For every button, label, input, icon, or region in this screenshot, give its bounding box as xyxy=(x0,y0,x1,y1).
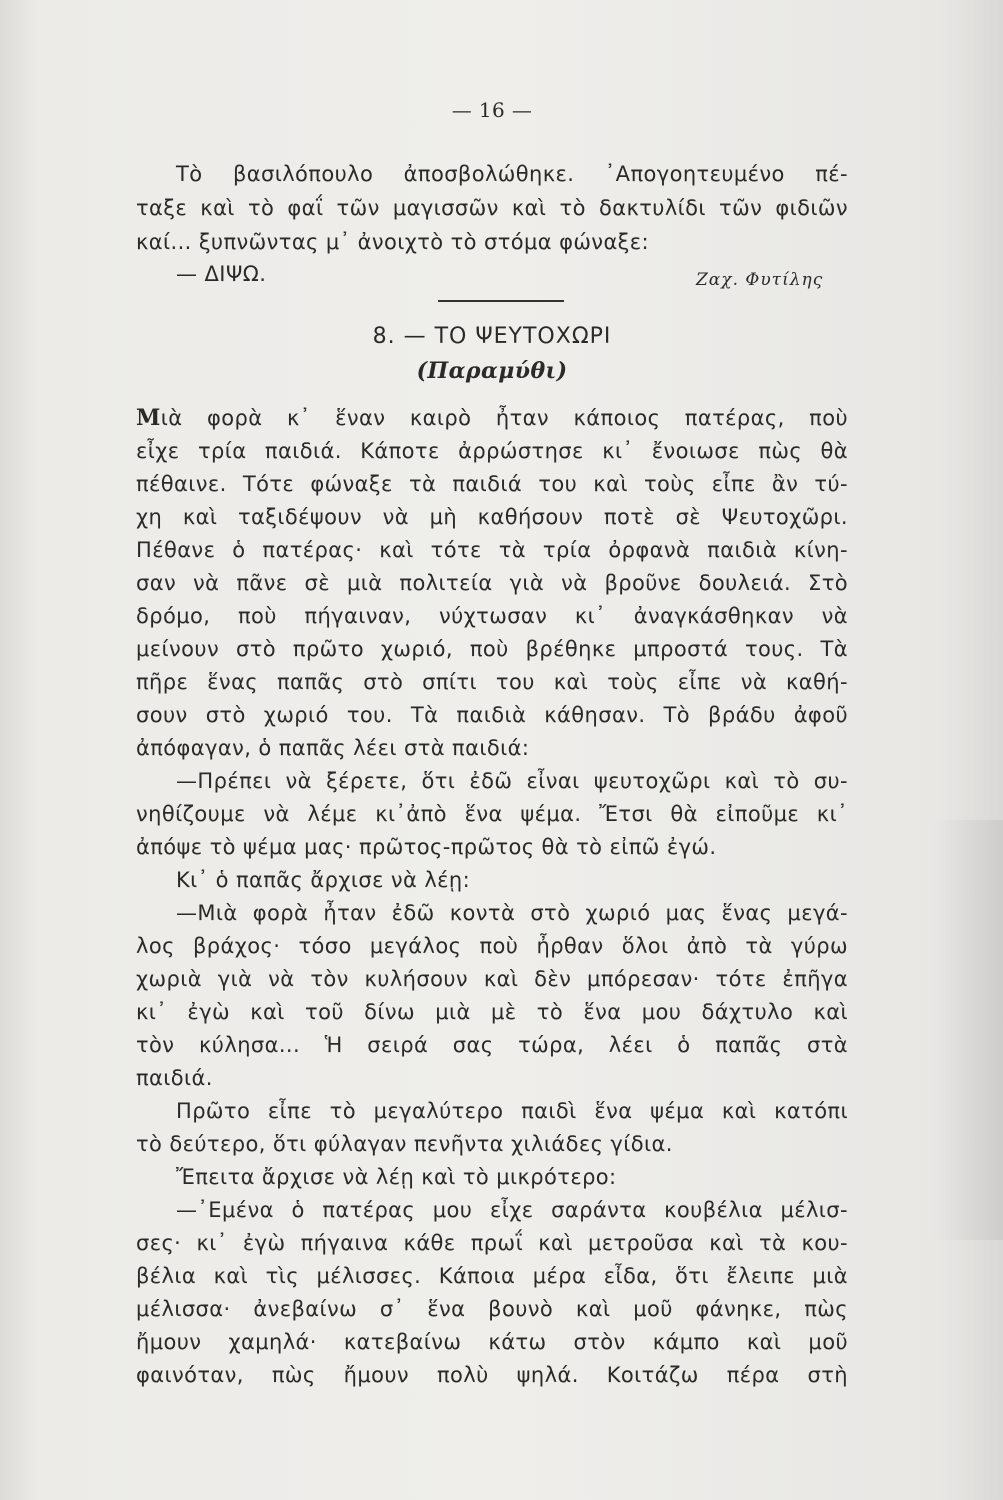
text-line: δρόμο, ποὺ πήγαιναν, νύχτωσαν κι᾿ ἀναγκάσθηκαν νὰ xyxy=(136,604,848,628)
text-line: πέθαινε. Τότε φώναξε τὰ παιδιά του καὶ τοὺς εἶπε ἂν τύ- xyxy=(136,472,848,496)
text-line: σαν νὰ πᾶνε σὲ μιὰ πολιτεία γιὰ νὰ βροῦνε δουλειά. Στὸ xyxy=(136,571,848,595)
text-line: Κι᾿ ὁ παπᾶς ἄρχισε νὰ λέῃ: xyxy=(176,868,471,892)
first-text-line xyxy=(136,402,848,434)
text-line: νηθίζουμε νὰ λέμε κι᾿ἀπὸ ἕνα ψέμα. Ἔτσι θὰ εἰποῦμε κι᾿ xyxy=(136,802,848,826)
author-signature: Ζαχ. Φυτίλης xyxy=(696,270,824,290)
section-divider xyxy=(438,300,564,302)
text-line: καί... ξυπνῶντας μ᾿ ἀνοιχτὸ τὸ στόμα φώναξε: xyxy=(136,230,650,254)
drop-cap-letter: Μ xyxy=(136,405,161,431)
text-line: Τὸ βασιλόπουλο ἀποσβολώθηκε. ᾿Απογοητευμένο πέ- xyxy=(176,162,848,186)
text-line: παιδιά. xyxy=(136,1066,213,1090)
first-line-text: ιὰ φορὰ κ᾿ ἕναν καιρὸ ἦταν κάποιος πατέρας, ποὺ xyxy=(160,406,848,430)
text-line: σες· κι᾿ ἐγὼ πήγαινα κάθε πρωΐ καὶ μετροῦσα καὶ τὰ κου- xyxy=(136,1231,848,1255)
text-line: μείνουν στὸ πρῶτο χωριό, ποὺ βρέθηκε μπροστά τους. Τὰ xyxy=(136,637,848,661)
text-line: σουν στὸ χωριό του. Τὰ παιδιὰ κάθησαν. Τὸ βράδυ ἀφοῦ xyxy=(136,703,848,727)
text-line: —Πρέπει νὰ ξέρετε, ὅτι ἐδῶ εἶναι ψευτοχῶρι καὶ τὸ συ- xyxy=(176,769,848,793)
story-heading: 8. — ΤΟ ΨΕΥΤΟΧΩΡΙ xyxy=(372,324,612,349)
text-line: κι᾿ ἐγὼ καὶ τοῦ δίνω μιὰ μὲ τὸ ἕνα μου δάχτυλο καὶ xyxy=(136,1000,848,1024)
text-line: εἶχε τρία παιδιά. Κάποτε ἀρρώστησε κι᾿ ἔνοιωσε πὼς θὰ xyxy=(136,439,848,463)
story-subheading: (Παραμύθι) xyxy=(416,358,568,384)
text-line: — ΔΙΨΩ. xyxy=(176,262,267,286)
text-line: μέλισσα· ἀνεβαίνω σ᾿ ἕνα βουνὸ καὶ μοῦ φάνηκε, πὼς xyxy=(136,1297,848,1321)
text-line: —Μιὰ φορὰ ἦταν ἐδῶ κοντὰ στὸ χωριό μας ἕνας μεγά- xyxy=(176,901,848,925)
text-line: λος βράχος· τόσο μεγάλος ποὺ ἦρθαν ὅλοι ἀπὸ τὰ γύρω xyxy=(136,934,848,958)
page-number: — 16 — xyxy=(451,98,533,122)
text-line: ἀπόψε τὸ ψέμα μας· πρῶτος-πρῶτος θὰ τὸ εἰπῶ ἐγώ. xyxy=(136,835,717,859)
text-line: βέλια καὶ τὶς μέλισσες. Κάποια μέρα εἶδα, ὅτι ἔλειπε μιὰ xyxy=(136,1264,848,1288)
text-line: Πρῶτο εἶπε τὸ μεγαλύτερο παιδὶ ἕνα ψέμα καὶ κατόπι xyxy=(176,1099,848,1123)
text-line: τὸν κύλησα... Ἡ σειρά σας τώρα, λέει ὁ παπᾶς στὰ xyxy=(136,1033,848,1057)
text-line: Ἔπειτα ἄρχισε νὰ λέῃ καὶ τὸ μικρότερο: xyxy=(176,1165,617,1189)
text-line: τὸ δεύτερο, ὅτι φύλαγαν πενῆντα χιλιάδες γίδια. xyxy=(136,1132,673,1156)
text-line: ἤμουν χαμηλά· κατεβαίνω κάτω στὸν κάμπο καὶ μοῦ xyxy=(136,1330,848,1354)
text-line: χωριὰ γιὰ νὰ τὸν κυλήσουν καὶ δὲν μπόρεσαν· τότε ἐπῆγα xyxy=(136,967,848,991)
text-line: —᾿Εμένα ὁ πατέρας μου εἶχε σαράντα κουβέλια μέλισ- xyxy=(176,1198,848,1222)
text-line: ἀπόφαγαν, ὁ παπᾶς λέει στὰ παιδιά: xyxy=(136,736,530,760)
text-line: φαινόταν, πὼς ἤμουν πολὺ ψηλά. Κοιτάζω πέρα στὴ xyxy=(136,1363,848,1387)
text-line: πῆρε ἕνας παπᾶς στὸ σπίτι του καὶ τοὺς εἶπε νὰ καθή- xyxy=(136,670,848,694)
page-edge-shadow xyxy=(930,820,1003,1240)
text-line: ταξε καὶ τὸ φαΐ τῶν μαγισσῶν καὶ τὸ δακτυλίδι τῶν φιδιῶν xyxy=(136,196,848,220)
text-line: Πέθανε ὁ πατέρας· καὶ τότε τὰ τρία ὀρφανὰ παιδιὰ κίνη- xyxy=(136,538,848,562)
text-line: χη καὶ ταξιδέψουν νὰ μὴ καθήσουν ποτὲ σὲ Ψευτοχῶρι. xyxy=(136,505,848,529)
